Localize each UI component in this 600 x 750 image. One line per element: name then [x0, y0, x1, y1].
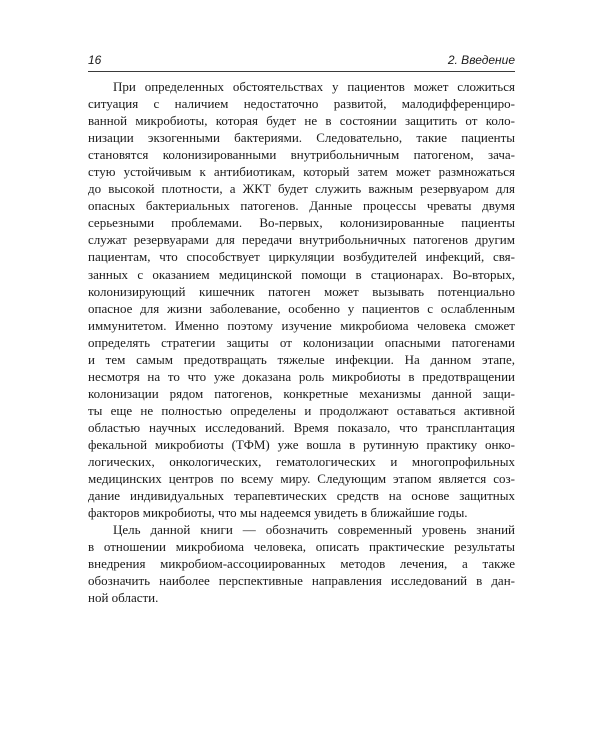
text-line: дание индивидуальных терапевтических средств на основе защитных [88, 488, 515, 504]
text-line: фекальной микробиоты (ТФМ) уже вошла в рутинную практику онко- [88, 436, 515, 452]
text-line: ты еще не полностью определены и продолжают оставаться активной [88, 402, 515, 418]
text-line: медицинских центров по всему миру. Следующим этапом является соз- [88, 471, 515, 487]
text-line: ной области. [88, 590, 159, 606]
text-line: низации экзогенными бактериями. Следовательно, такие пациенты [88, 130, 515, 146]
text-line: обозначить наиболее перспективные направления исследований в дан- [88, 573, 515, 589]
text-line: занных с оказанием медицинской помощи в стационарах. Во-вторых, [88, 266, 515, 282]
section-title: 2. Введение [447, 53, 515, 67]
body-text [88, 78, 515, 606]
paragraph [88, 78, 515, 521]
text-line: пациентам, что способствует циркуляции возбудителей инфекций, свя- [88, 249, 515, 265]
text-line: ситуация с наличием недостаточно развитой, малодифференциро- [88, 96, 515, 112]
text-line: факторов микробиоты, что мы надеемся увидеть в ближайшие годы. [88, 505, 468, 521]
text-line: становятся колонизированными внутрибольничным патогеном, зача- [88, 147, 515, 163]
text-line: серьезными проблемами. Во-первых, колонизированные пациенты [88, 215, 515, 231]
text-line: до высокой плотности, а ЖКТ будет служить важным резервуаром для [88, 181, 515, 197]
text-line: определять стратегии защиты от колонизации опасными патогенами [88, 334, 515, 350]
text-line: стую устойчивым к антибиотикам, который затем может размножаться [88, 164, 515, 180]
text-line: логических, онкологических, гематологических и многопрофильных [88, 454, 515, 470]
text-line: иммунитетом. Именно поэтому изучение микробиома человека сможет [88, 317, 515, 333]
text-line: несмотря на то что уже доказана роль микробиоты в предотвращении [88, 368, 515, 384]
text-line: внедрения микробиом-ассоциированных методов лечения, а также [88, 556, 515, 572]
text-line: При определенных обстоятельствах у пациентов может сложиться [113, 79, 515, 94]
header-rule [88, 71, 515, 72]
paragraph [88, 521, 515, 606]
text-line: колонизации рядом патогенов, конкретные механизмы данной защи- [88, 385, 515, 401]
text-line: ванной микробиоты, которая будет не в состоянии защитить от коло- [88, 113, 515, 129]
text-line: Цель данной книги — обозначить современный уровень знаний [113, 522, 515, 538]
running-head [88, 53, 515, 73]
text-line: и тем самым предотвращать тяжелые инфекции. На данном этапе, [88, 351, 515, 367]
text-line: опасное для жизни заболевание, особенно у пациентов с ослабленным [88, 300, 515, 316]
text-line: областью научных исследований. Время показало, что трансплантация [88, 419, 515, 435]
text-line: опасных бактериальных патогенов. Данные процессы чреваты двумя [88, 198, 515, 214]
text-line: служат резервуарами для передачи внутрибольничных патогенов другим [88, 232, 515, 248]
text-line: в отношении микробиома человека, описать практические результаты [88, 539, 515, 555]
text-line: колонизирующий кишечник патоген может вызывать потенциально [88, 283, 515, 299]
page-number: 16 [88, 53, 102, 67]
